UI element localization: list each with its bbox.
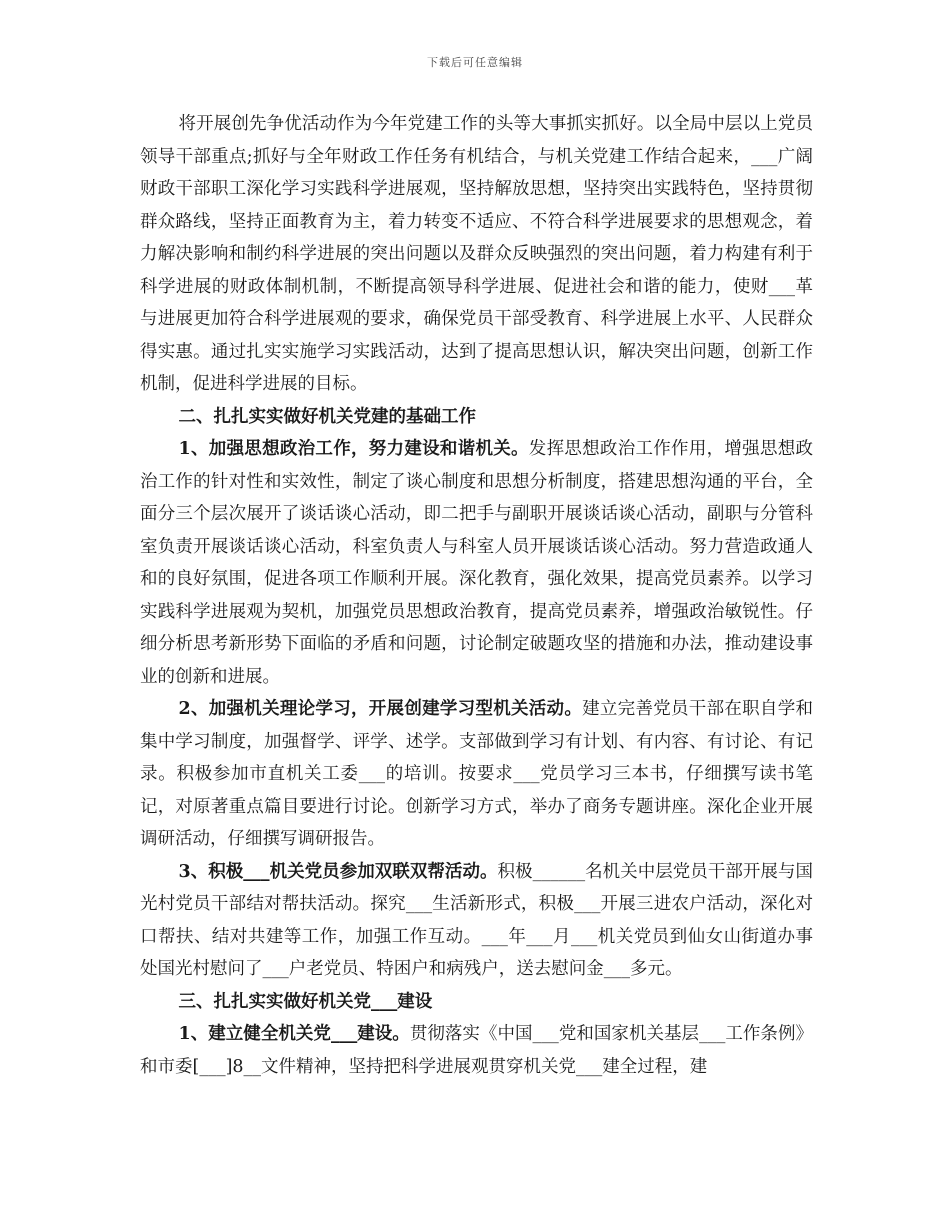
paragraph-text: 贯彻落实《中国___党和国家机关基层___工作条例》和市委[___]8__文件精神，坚持把科学进展观贯穿机关党___建全过程，建 bbox=[140, 1024, 813, 1077]
paragraph-2-2 bbox=[140, 693, 813, 856]
paragraph-text: 发挥思想政治工作作用，增强思想政治工作的针对性和实效性，制定了谈心制度和思想分析制度，搭建思想沟通的平台，全面分三个层次展开了谈话谈心活动，即二把手与副职开展谈话谈心活动，副职与分管科室负责开展谈话谈心活动，科室负责人与科室人员开展谈话谈心活动。努力营造政通人和的良好氛围，促进各项工作顺利开展。深化教育，强化效果，提高党员素养。以学习实践科学进展观为契机，加强党员思想政治教育，提高党员素养，增强政治敏锐性。仔细分析思考新形势下面临的矛盾和问题，讨论制定破题攻坚的措施和办法，推动建设事业的创新和进展。 bbox=[140, 439, 814, 687]
paragraph-lead: 1、加强思想政治工作，努力建设和谐机关。 bbox=[178, 439, 529, 459]
paragraph-3-1 bbox=[140, 1018, 813, 1083]
section-heading-3: 三、扎扎实实做好机关党___建设 bbox=[178, 991, 433, 1012]
paragraph-text: 积极______名机关中层党员干部开展与国光村党员干部结对帮扶活动。探究___生活新形式，积极___开展三进农户活动，深化对口帮扶、结对共建等工作，加强工作互动。___年___月___机关党员到仙女山街道办事处国光村慰问了___户老党员、特困户和病残户，送去慰问金___多元。 bbox=[140, 861, 813, 979]
page-header-note: 下载后可任意编辑 bbox=[427, 56, 523, 69]
paragraph-text: 建立完善党员干部在职自学和集中学习制度，加强督学、评学、述学。支部做到学习有计划、有内容、有讨论、有记录。积极参加市直机关工委___的培训。按要求___党员学习三本书，仔细撰写读书笔记，对原著重点篇目要进行讨论。创新学习方式，举办了商务专题讲座。深化企业开展调研活动，仔细撰写调研报告。 bbox=[140, 699, 813, 849]
paragraph-lead: 3、积极___机关党员参加双联双帮活动。 bbox=[178, 861, 498, 882]
paragraph-2-1 bbox=[140, 433, 813, 693]
paragraph-2-3 bbox=[140, 856, 813, 986]
paragraph-lead: 2、加强机关理论学习，开展创建学习型机关活动。 bbox=[178, 699, 583, 719]
paragraph-lead: 1、建立健全机关党___建设。 bbox=[178, 1024, 410, 1044]
paragraph-text: 将开展创先争优活动作为今年党建工作的头等大事抓实抓好。以全局中层以上党员领导干部重点;抓好与全年财政工作任务有机结合，与机关党建工作结合起来，___广阔财政干部职工深化学习实践科学进展观，坚持解放思想，坚持突出实践特色，坚持贯彻群众路线，坚持正面教育为主，着力转变不适应、不符合科学进展要求的思想观念，着力解决影响和制约科学进展的突出问题以及群众反映强烈的突出问题，着力构建有利于科学进展的财政体制机制，不断提高领导科学进展、促进社会和谐的能力，使财___革与进展更加符合科学进展观的要求，确保党员干部受教育、科学进展上水平、人民群众得实惠。通过扎实实施学习实践活动，达到了提高思想认识，解决突出问题，创新工作机制，促进科学进展的目标。 bbox=[140, 114, 813, 394]
section-heading-2: 二、扎扎实实做好机关党建的基础工作 bbox=[178, 406, 476, 427]
document-body bbox=[140, 108, 813, 1083]
intro-paragraph bbox=[140, 108, 813, 401]
